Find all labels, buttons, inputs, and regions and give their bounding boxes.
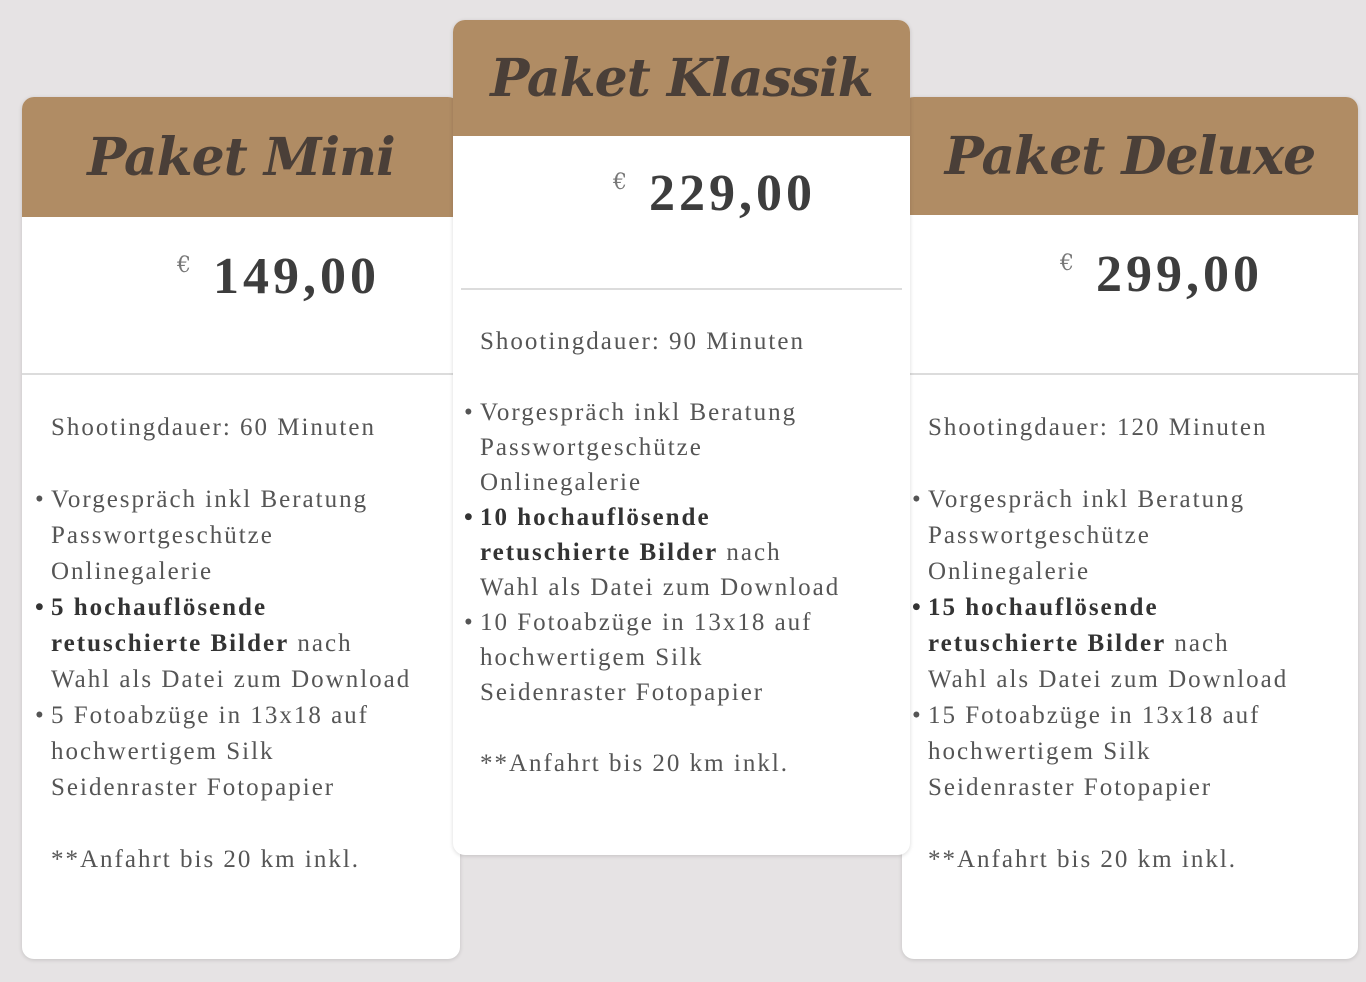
feature-line-bold: retuschierte Bilder: [51, 630, 290, 657]
feature-line: Passwortgeschütze: [480, 434, 703, 461]
package-title: Paket Klassik: [490, 47, 873, 109]
feature-item: [912, 482, 1358, 590]
feature-line: hochwertigem Silk: [480, 644, 704, 671]
feature-line: Vorgespräch inkl Beratung: [480, 399, 798, 426]
bullet-icon: •: [35, 594, 46, 621]
price: [1060, 246, 1263, 303]
feature-line: Onlinegalerie: [480, 469, 643, 496]
package-details: [22, 375, 460, 878]
feature-item: [464, 395, 910, 500]
shooting-duration: Shootingdauer: 90 Minuten: [480, 328, 805, 355]
feature-line: Wahl als Datei zum Download: [51, 666, 412, 693]
feature-line: nach: [289, 630, 353, 657]
price-area: [22, 217, 460, 375]
price-amount: 149,00: [213, 248, 380, 305]
price-area: [461, 136, 902, 290]
package-details: [902, 375, 1358, 878]
feature-line: 15 Fotoabzüge in 13x18 auf: [928, 702, 1261, 729]
price-amount: 299,00: [1096, 246, 1263, 303]
bullet-icon: •: [464, 504, 475, 531]
feature-list: [464, 395, 910, 710]
feature-line: Seidenraster Fotopapier: [480, 679, 765, 706]
currency-symbol: €: [613, 170, 627, 195]
feature-line: Passwortgeschütze: [51, 522, 274, 549]
feature-line: Wahl als Datei zum Download: [480, 574, 841, 601]
feature-line: Vorgespräch inkl Beratung: [928, 486, 1246, 513]
feature-line: 5 Fotoabzüge in 13x18 auf: [51, 702, 370, 729]
feature-line: hochwertigem Silk: [928, 738, 1152, 765]
package-card-klassik: [453, 20, 910, 855]
travel-note: **Anfahrt bis 20 km inkl.: [480, 750, 790, 777]
shooting-duration: Shootingdauer: 60 Minuten: [51, 414, 376, 441]
package-header: [453, 20, 910, 136]
shooting-duration: Shootingdauer: 120 Minuten: [928, 414, 1268, 441]
feature-line-bold: 5 hochauflösende: [51, 594, 268, 621]
currency-symbol: €: [1060, 251, 1074, 276]
feature-line: Seidenraster Fotopapier: [51, 774, 336, 801]
price-amount: 229,00: [649, 165, 816, 222]
travel-note: **Anfahrt bis 20 km inkl.: [928, 846, 1238, 873]
price: [613, 165, 816, 222]
package-header: [902, 97, 1358, 215]
feature-item: [35, 698, 460, 806]
bullet-icon: •: [464, 609, 475, 636]
package-details: [453, 290, 910, 781]
feature-line-bold: retuschierte Bilder: [928, 630, 1167, 657]
package-header: [22, 97, 460, 217]
bullet-icon: •: [464, 399, 475, 426]
feature-item: [912, 698, 1358, 806]
feature-line: Vorgespräch inkl Beratung: [51, 486, 369, 513]
bullet-icon: •: [912, 702, 923, 729]
bullet-icon: •: [912, 486, 923, 513]
feature-line: nach: [1166, 630, 1230, 657]
feature-line: nach: [718, 539, 782, 566]
package-title: Paket Deluxe: [944, 125, 1316, 187]
feature-item: [464, 500, 910, 605]
feature-line-bold: 15 hochauflösende: [928, 594, 1159, 621]
feature-line: Wahl als Datei zum Download: [928, 666, 1289, 693]
feature-item: [912, 590, 1358, 698]
feature-list: [912, 482, 1358, 806]
feature-line: hochwertigem Silk: [51, 738, 275, 765]
feature-item: [35, 482, 460, 590]
feature-line: Passwortgeschütze: [928, 522, 1151, 549]
bullet-icon: •: [912, 594, 923, 621]
feature-item: [464, 605, 910, 710]
price: [177, 248, 380, 305]
package-card-deluxe: [902, 97, 1358, 959]
feature-line: 10 Fotoabzüge in 13x18 auf: [480, 609, 813, 636]
feature-list: [35, 482, 460, 806]
feature-line: Onlinegalerie: [51, 558, 214, 585]
bullet-icon: •: [35, 702, 46, 729]
package-card-mini: [22, 97, 460, 959]
feature-item: [35, 590, 460, 698]
currency-symbol: €: [177, 253, 191, 278]
package-title: Paket Mini: [87, 126, 395, 188]
feature-line-bold: retuschierte Bilder: [480, 539, 719, 566]
feature-line-bold: 10 hochauflösende: [480, 504, 711, 531]
travel-note: **Anfahrt bis 20 km inkl.: [51, 846, 361, 873]
feature-line: Seidenraster Fotopapier: [928, 774, 1213, 801]
feature-line: Onlinegalerie: [928, 558, 1091, 585]
price-area: [902, 215, 1358, 375]
bullet-icon: •: [35, 486, 46, 513]
